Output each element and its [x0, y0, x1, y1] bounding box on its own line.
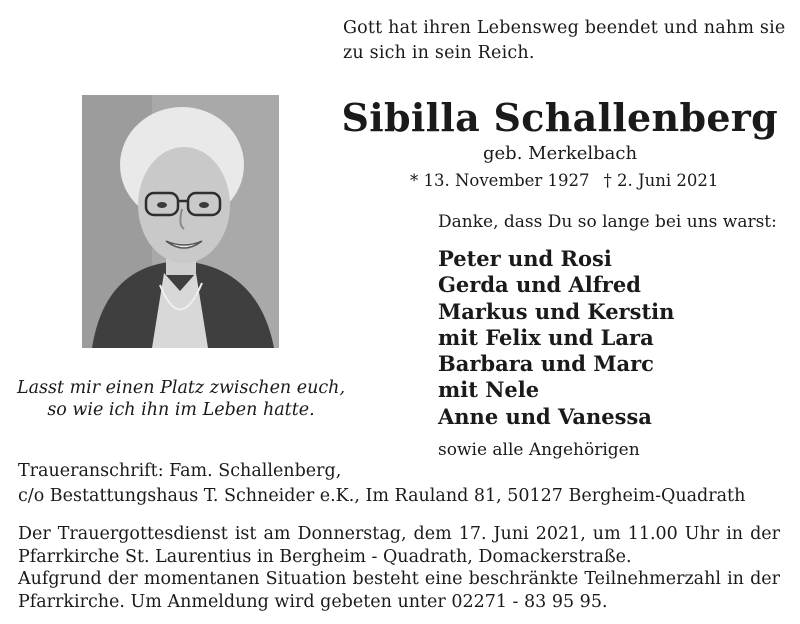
quote-line: Lasst mir einen Platz zwischen euch, [16, 378, 346, 398]
address-line: c/o Bestattungshaus T. Schneider e.K., Im Rauland 81, 50127 Bergheim-Quadrath [18, 485, 746, 506]
family-entry: mit Felix und Lara [438, 324, 654, 350]
address-line: Traueranschrift: Fam. Schallenberg, [18, 461, 342, 481]
thanks-text: Danke, dass Du so lange bei uns warst: [438, 212, 777, 232]
life-dates [410, 171, 718, 190]
service-paragraph: Aufgrund der momentanen Situation besteht eine beschränkte Teilnehmerzahl in der Pfarrkirche. Um Anmeldung wird gebeten unter 02271 - 83 95 95. [18, 569, 780, 612]
family-list [438, 246, 674, 430]
service-info [18, 523, 780, 613]
intro-text: Gott hat ihren Lebensweg beendet und nahm sie zu sich in sein Reich. [343, 18, 786, 63]
family-entry: Barbara und Marc [438, 351, 654, 377]
birth-date: * 13. November 1927 [410, 171, 590, 190]
death-date: † 2. Juni 2021 [603, 171, 719, 190]
mourning-address [18, 459, 745, 508]
service-paragraph: Der Trauergottesdienst ist am Donnerstag, dem 17. Juni 2021, um 11.00 Uhr in der Pfarrkirche St. Laurentius in Bergheim - Quadrath, Domackerstraße. [18, 524, 780, 567]
family-entry: Markus und Kerstin [438, 298, 675, 324]
family-entry: mit Nele [438, 377, 540, 403]
portrait-photo [82, 95, 279, 348]
memorial-quote [0, 377, 362, 421]
family-entry: Gerda und Alfred [438, 272, 641, 298]
deceased-name: Sibilla Schallenberg [341, 95, 778, 140]
portrait-photo-icon [82, 95, 279, 348]
quote-line: so wie ich ihn im Leben hatte. [47, 400, 315, 420]
family-entry: Anne und Vanessa [438, 403, 652, 429]
family-entry: Peter und Rosi [438, 246, 612, 271]
maiden-name: geb. Merkelbach [483, 143, 638, 164]
relatives-text: sowie alle Angehörigen [438, 440, 640, 460]
